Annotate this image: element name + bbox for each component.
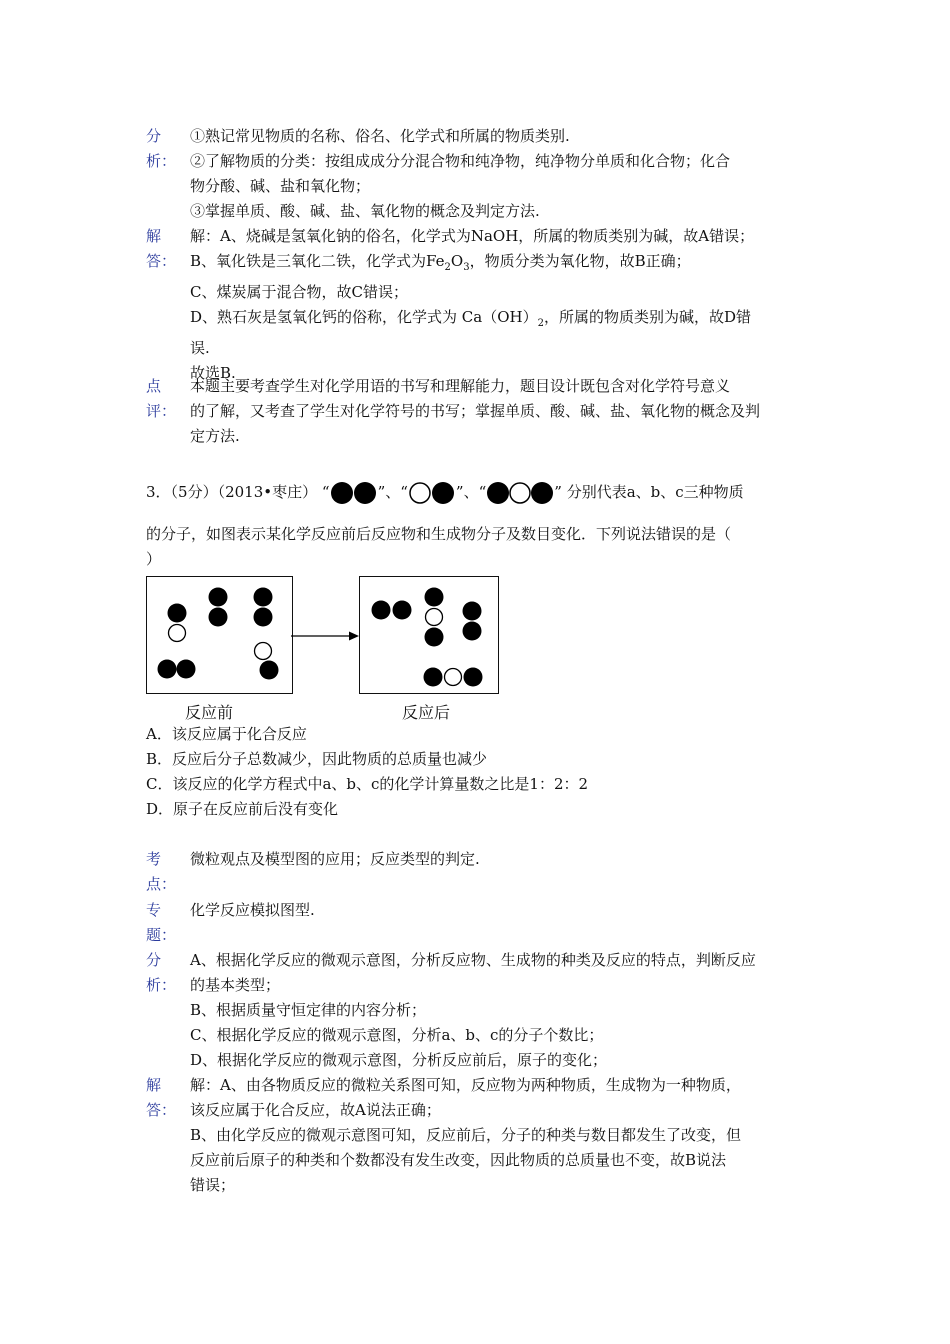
question-stem-line1: 3．（5分）（2013•枣庄） “ ”、“ ”、“ ” 分别代表a、b、c三种物质 bbox=[146, 478, 816, 506]
molecule-a-icon bbox=[158, 660, 196, 679]
molecule-a-icon bbox=[254, 588, 273, 627]
text-line: 故选B. bbox=[190, 364, 236, 382]
question-stem-line2: 的分子，如图表示某化学反应前后反应物和生成物分子及数目变化．下列说法错误的是（ ） bbox=[146, 525, 732, 568]
analysis-label: 分 析： bbox=[146, 951, 177, 994]
text-line: D、根据化学反应的微观示意图，分析反应前后，原子的变化； bbox=[190, 1051, 608, 1069]
text-line: 定方法. bbox=[190, 427, 240, 445]
molecule-c-icon bbox=[425, 588, 444, 647]
caption-after: 反应后 bbox=[402, 703, 451, 722]
molecule-a-icon bbox=[330, 480, 378, 506]
diagram-before-box bbox=[146, 576, 293, 694]
reaction-arrow-icon bbox=[291, 628, 361, 644]
text-line: C、根据化学反应的微观示意图，分析a、b、c的分子个数比； bbox=[190, 1026, 604, 1044]
caption-before: 反应前 bbox=[185, 703, 234, 722]
prev-comment-section bbox=[146, 374, 816, 449]
molecule-c-icon bbox=[424, 668, 483, 687]
text-line: 微粒观点及模型图的应用；反应类型的判定. bbox=[190, 850, 480, 868]
prev-solution-section bbox=[146, 224, 816, 386]
text-line: B、由化学反应的微观示意图可知，反应前后，分子的种类与数目都发生了改变，但 bbox=[190, 1126, 742, 1144]
diagram-after-box bbox=[359, 576, 499, 694]
analysis-body bbox=[190, 948, 816, 1073]
diagram-after-molecules bbox=[360, 577, 498, 693]
kaodian-body bbox=[190, 847, 816, 872]
text-line: ②了解物质的分类：按组成成分分混合物和纯净物，纯净物分单质和化合物；化合 bbox=[190, 152, 731, 170]
molecule-b-icon bbox=[255, 643, 279, 680]
diagram-before-molecules bbox=[147, 577, 292, 693]
text-line: 化学反应模拟图型. bbox=[190, 901, 315, 919]
molecule-a-icon bbox=[372, 601, 412, 620]
text-line: 的基本类型； bbox=[190, 976, 281, 994]
text-line: B、氧化铁是三氧化二铁，化学式为$Fe_2O_3$，物质分类为氧化物，故B正确； bbox=[190, 252, 691, 273]
text-line: 错误； bbox=[190, 1176, 236, 1194]
kaodian-label: 考 点： bbox=[146, 850, 177, 893]
option-a[interactable]: A．该反应属于化合反应 bbox=[146, 725, 307, 743]
text-line: A、根据化学反应的微观示意图，分析反应物、生成物的种类及反应的特点，判断反应 bbox=[190, 951, 756, 969]
prev-analysis-body bbox=[190, 124, 816, 224]
molecule-b-icon bbox=[408, 480, 456, 506]
prev-analysis-label: 分 析： bbox=[146, 127, 177, 170]
text-line: 误. bbox=[190, 339, 210, 357]
zhuanti-label: 专 题： bbox=[146, 901, 177, 944]
text-line: 的了解，又考查了学生对化学符号的书写；掌握单质、酸、碱、盐、氧化物的概念及判 bbox=[190, 402, 761, 420]
text-line: 反应前后原子的种类和个数都没有发生改变，因此物质的总质量也不变，故B说法 bbox=[190, 1151, 727, 1169]
text-line: ③掌握单质、酸、碱、盐、氧化物的概念及判定方法. bbox=[190, 202, 540, 220]
prev-comment-body bbox=[190, 374, 816, 449]
option-d[interactable]: D．原子在反应前后没有变化 bbox=[146, 800, 339, 818]
text-line: ①熟记常见物质的名称、俗名、化学式和所属的物质类别. bbox=[190, 127, 570, 145]
option-c[interactable]: C．该反应的化学方程式中a、b、c的化学计算量数之比是1：2：2 bbox=[146, 775, 589, 793]
analysis-section bbox=[146, 948, 816, 1073]
text-line: 解：A、由各物质反应的微粒关系图可知，反应物为两种物质，生成物为一种物质， bbox=[190, 1076, 741, 1094]
solution-section bbox=[146, 1073, 816, 1198]
solution-body bbox=[190, 1073, 816, 1198]
molecule-c-icon bbox=[486, 480, 554, 506]
molecule-c-icon bbox=[168, 604, 187, 642]
solution-label: 解 答： bbox=[146, 1076, 177, 1119]
prev-solution-body bbox=[190, 224, 816, 386]
option-b[interactable]: B．反应后分子总数减少，因此物质的总质量也减少 bbox=[146, 750, 488, 768]
text-line: 该反应属于化合反应，故A说法正确； bbox=[190, 1101, 441, 1119]
text-line: 解：A、烧碱是氢氧化钠的俗名，化学式为NaOH，所属的物质类别为碱，故A错误； bbox=[190, 227, 755, 245]
kaodian-section bbox=[146, 847, 816, 893]
text-line: 本题主要考查学生对化学用语的书写和理解能力，题目设计既包含对化学符号意义 bbox=[190, 377, 731, 395]
prev-comment-label: 点 评： bbox=[146, 377, 177, 420]
molecule-a-icon bbox=[209, 588, 228, 627]
text-line: 物分酸、碱、盐和氧化物； bbox=[190, 177, 371, 195]
zhuanti-body bbox=[190, 898, 816, 923]
molecule-a-icon bbox=[463, 602, 482, 641]
prev-analysis-section bbox=[146, 124, 816, 224]
text-line: B、根据质量守恒定律的内容分析； bbox=[190, 1001, 427, 1019]
prev-solution-label: 解 答： bbox=[146, 227, 177, 270]
zhuanti-section bbox=[146, 898, 816, 944]
text-line: D、熟石灰是氢氧化钙的俗称，化学式为 $Ca(OH)_2$，所属的物质类别为碱，故D错 bbox=[190, 308, 752, 329]
text-line: C、煤炭属于混合物，故C错误； bbox=[190, 283, 408, 301]
